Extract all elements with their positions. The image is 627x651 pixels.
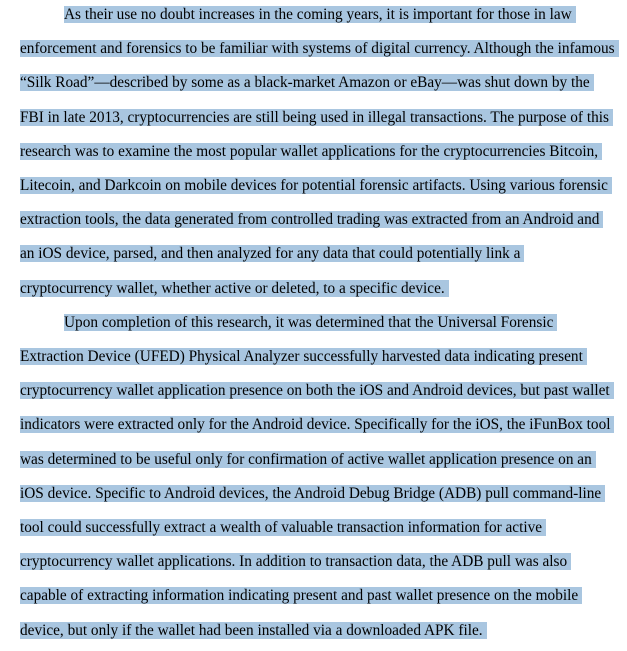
selected-text[interactable]: cryptocurrency wallet applications. In addition to transaction data, the ADB pull was also: [20, 553, 571, 570]
selected-text[interactable]: indicators were extracted only for the Android device. Specifically for the iOS, the iFunBox tool: [20, 416, 614, 433]
selected-text[interactable]: iOS device. Specific to Android devices, the Android Debug Bridge (ADB) pull command-line: [20, 485, 605, 502]
selected-text[interactable]: As their use no doubt increases in the coming years, it is important for those in law: [64, 6, 576, 23]
selected-text[interactable]: was determined to be useful only for confirmation of active wallet application presence on an: [20, 451, 596, 468]
selected-text[interactable]: device, but only if the wallet had been installed via a downloaded APK file.: [20, 622, 487, 639]
selected-text[interactable]: Upon completion of this research, it was determined that the Universal Forensic: [64, 314, 557, 331]
text-line[interactable]: [20, 415, 614, 435]
text-line[interactable]: [20, 381, 614, 401]
text-line[interactable]: [20, 450, 596, 470]
text-line[interactable]: [20, 484, 605, 504]
selected-text[interactable]: research was to examine the most popular wallet applications for the cryptocurrencies Bitcoin,: [20, 143, 602, 160]
text-line[interactable]: [20, 244, 524, 264]
text-line[interactable]: [64, 5, 576, 25]
selected-text[interactable]: capable of extracting information indicating present and past wallet presence on the mobile: [20, 587, 582, 604]
text-line[interactable]: [20, 73, 594, 93]
text-line[interactable]: [20, 347, 587, 367]
text-line[interactable]: [64, 313, 557, 333]
text-line[interactable]: [20, 39, 619, 59]
selected-text[interactable]: Extraction Device (UFED) Physical Analyzer successfully harvested data indicating present: [20, 348, 587, 365]
text-line[interactable]: [20, 518, 546, 538]
text-line[interactable]: [20, 142, 602, 162]
text-line[interactable]: [20, 552, 571, 572]
selected-text[interactable]: an iOS device, parsed, and then analyzed for any data that could potentially link a: [20, 245, 524, 262]
text-line[interactable]: [20, 210, 603, 230]
selected-text[interactable]: extraction tools, the data generated from controlled trading was extracted from an Android and: [20, 211, 603, 228]
selected-text[interactable]: tool could successfully extract a wealth of valuable transaction information for active: [20, 519, 546, 536]
text-line[interactable]: [20, 176, 612, 196]
selected-text[interactable]: “Silk Road”—described by some as a black-market Amazon or eBay—was shut down by the: [20, 74, 594, 91]
text-line[interactable]: [20, 621, 487, 641]
selected-text[interactable]: enforcement and forensics to be familiar with systems of digital currency. Although the infamous: [20, 40, 619, 57]
selected-text[interactable]: Litecoin, and Darkcoin on mobile devices for potential forensic artifacts. Using various forensic: [20, 177, 612, 194]
selected-text[interactable]: cryptocurrency wallet, whether active or deleted, to a specific device.: [20, 280, 449, 297]
selected-text[interactable]: FBI in late 2013, cryptocurrencies are still being used in illegal transactions. The purpose of this: [20, 109, 613, 126]
selected-text[interactable]: cryptocurrency wallet application presence on both the iOS and Android devices, but past wallet: [20, 382, 614, 399]
text-line[interactable]: [20, 586, 582, 606]
text-line[interactable]: [20, 108, 613, 128]
text-line[interactable]: [20, 279, 449, 299]
